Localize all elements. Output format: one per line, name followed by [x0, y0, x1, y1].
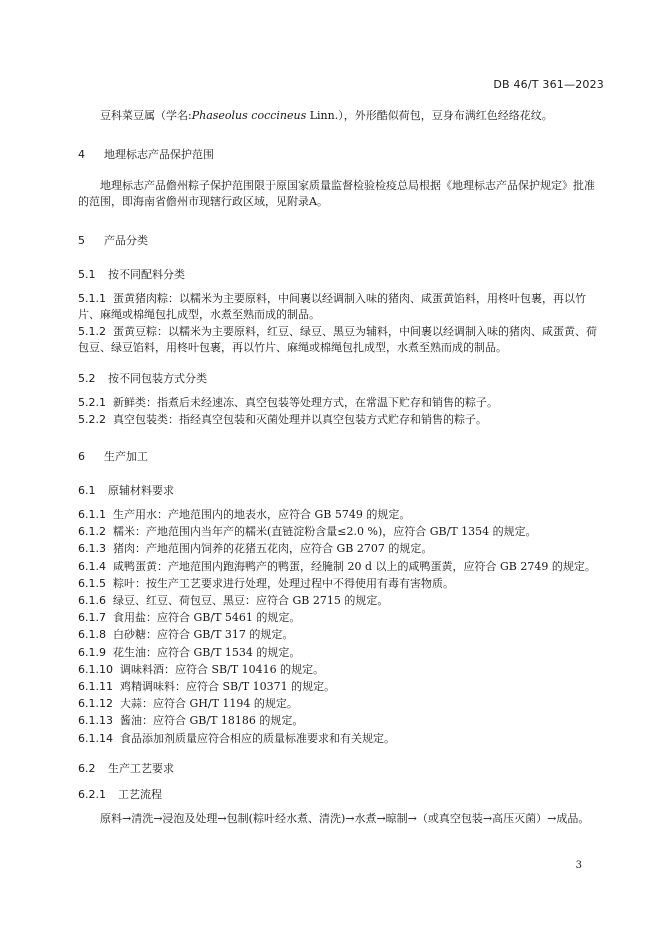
list-item: [78, 610, 604, 626]
clause-text: 花生油：应符合 GB/T 1534 的规定。: [113, 645, 301, 659]
clause-number: 6.1.14: [78, 731, 113, 745]
list-item: [78, 541, 604, 557]
intro-paragraph: [78, 108, 604, 124]
list-item: [78, 507, 604, 523]
list-item: [78, 679, 604, 695]
list-item: [78, 627, 604, 643]
clause-5-1-2: [78, 324, 604, 356]
clause-number: 6.1.6: [78, 594, 106, 607]
section-number: 4: [78, 148, 85, 161]
section-title: 生产加工: [104, 450, 148, 463]
section-number: 5: [78, 234, 85, 247]
clause-number: 6.1.2: [78, 525, 106, 539]
list-item: [78, 662, 604, 678]
section-number: 6.2: [78, 762, 96, 775]
section-title: 原辅材料要求: [108, 484, 174, 497]
clause-number: 5.2.2: [78, 413, 106, 426]
clause-text: 鸡精调味料：应符合 SB/T 10371 的规定。: [120, 680, 336, 693]
clause-number: 6.1.4: [78, 559, 106, 573]
clause-number: 5.1.2: [78, 325, 106, 338]
section-title: 工艺流程: [118, 788, 162, 801]
process-flow: 原料→清洗→浸泡及处理→包制(粽叶经水煮、清洗)→水煮→晾制→（或真空包装→高压灭菌）→成品。: [100, 812, 590, 825]
clause-number: 6.1.1: [78, 508, 106, 521]
clause-text: 蛋黄豆粽：以糯米为主要原料，红豆、绿豆、黑豆为辅料，中间裹以经调制入味的猪肉、咸蛋黄、荷包豆、绿豆馅料，用柊叶包裹，再以竹片、麻绳或棉绳包扎成型，水煮至熟而成的制品。: [78, 325, 597, 354]
section-number: 6.2.1: [78, 788, 106, 801]
list-item: [78, 713, 604, 729]
list-item: [78, 731, 604, 747]
section-5-heading: [78, 232, 148, 248]
clause-text: 咸鸭蛋黄：产地范围内跑海鸭产的鸭蛋，经腌制 20 d 以上的咸鸭蛋黄，应符合 GB 2749 的规定。: [113, 559, 596, 573]
clause-number: 6.1.3: [78, 542, 106, 556]
clause-5-2-1: [78, 395, 604, 411]
clause-number: 6.1.8: [78, 628, 106, 642]
section-6-2-1-heading: [78, 786, 162, 802]
list-item: [78, 645, 604, 661]
clause-text: 新鲜类：指煮后未经速冻、真空包装等处理方式，在常温下贮存和销售的粽子。: [113, 396, 498, 409]
section-title: 生产工艺要求: [108, 762, 174, 775]
clause-text: 生产用水：产地范围内的地表水，应符合 GB 5749 的规定。: [113, 508, 411, 521]
page-number: 3: [575, 860, 582, 871]
section-title: 按不同包装方式分类: [108, 372, 207, 385]
clause-text: 食品添加剂质量应符合相应的质量标准要求和有关规定。: [120, 731, 395, 745]
clause-number: 5.2.1: [78, 396, 106, 409]
clause-text: 糯米：产地范围内当年产的糯米(直链淀粉含量≤2.0 %)，应符合 GB/T 1354 的规定。: [113, 525, 537, 539]
clause-text: 大蒜：应符合 GH/T 1194 的规定。: [120, 697, 298, 711]
clause-text: 猪肉：产地范围内饲养的花猪五花肉，应符合 GB 2707 的规定。: [113, 542, 433, 556]
clause-number: 6.1.11: [78, 680, 113, 693]
list-item: [78, 696, 604, 712]
section-5-1-heading: [78, 266, 185, 282]
section-number: 6: [78, 450, 85, 463]
list-item: [78, 524, 604, 540]
clause-text: 食用盐：应符合 GB/T 5461 的规定。: [113, 611, 301, 625]
clause-text: 酱油：应符合 GB/T 18186 的规定。: [120, 714, 304, 728]
list-item: [78, 576, 604, 592]
section-6-heading: [78, 448, 148, 464]
intro-text-after: Linn.），外形酷似荷包，豆身布满红色经络花纹。: [306, 109, 553, 122]
section-number: 5.2: [78, 372, 96, 385]
section-title: 产品分类: [104, 234, 148, 247]
clause-5-1-1: [78, 291, 604, 323]
clause-number: 6.1.12: [78, 697, 113, 711]
section-5-2-heading: [78, 370, 207, 386]
clause-text: 真空包装类：指经真空包装和灭菌处理并以真空包装方式贮存和销售的粽子。: [113, 413, 487, 426]
clause-number: 5.1.1: [78, 292, 106, 305]
clause-number: 6.1.13: [78, 714, 113, 728]
section-6-2-heading: [78, 760, 174, 776]
clause-text: 蛋黄猪肉粽：以糯米为主要原料，中间裹以经调制入味的猪肉、咸蛋黄馅料，用柊叶包裹，再以竹片、麻绳或棉绳包扎成型，水煮至熟而成的制品。: [78, 292, 586, 321]
clause-text: 调味料酒：应符合 SB/T 10416 的规定。: [120, 662, 325, 676]
section-title: 按不同配料分类: [108, 268, 185, 281]
latin-name: Phaseolus coccineus: [191, 109, 307, 122]
section-4-heading: [78, 146, 214, 162]
clause-text: 绿豆、红豆、荷包豆、黑豆：应符合 GB 2715 的规定。: [113, 594, 389, 607]
section-title: 地理标志产品保护范围: [104, 148, 214, 161]
clause-text: 白砂糖：应符合 GB/T 317 的规定。: [113, 628, 294, 642]
section-number: 6.1: [78, 484, 96, 497]
section-4-paragraph: 地理标志产品儋州粽子保护范围限于原国家质量监督检验检疫总局根据《地理标志产品保护规定》批准的范围，即海南省儋州市现辖行政区域，见附录A。: [78, 179, 595, 208]
clause-number: 6.1.5: [78, 576, 106, 590]
clause-number: 6.1.9: [78, 645, 106, 659]
list-item: [78, 559, 604, 575]
intro-text-before: 豆科菜豆属（学名:: [100, 109, 192, 122]
section-number: 5.1: [78, 268, 96, 281]
clause-number: 6.1.7: [78, 611, 106, 625]
clause-text: 粽叶：按生产工艺要求进行处理，处理过程中不得使用有毒有害物质。: [113, 576, 454, 590]
clause-number: 6.1.10: [78, 662, 113, 676]
standard-number: DB 46/T 361—2023: [493, 78, 604, 91]
section-6-1-heading: [78, 482, 174, 498]
clause-5-2-2: [78, 412, 604, 428]
list-item: [78, 593, 604, 609]
